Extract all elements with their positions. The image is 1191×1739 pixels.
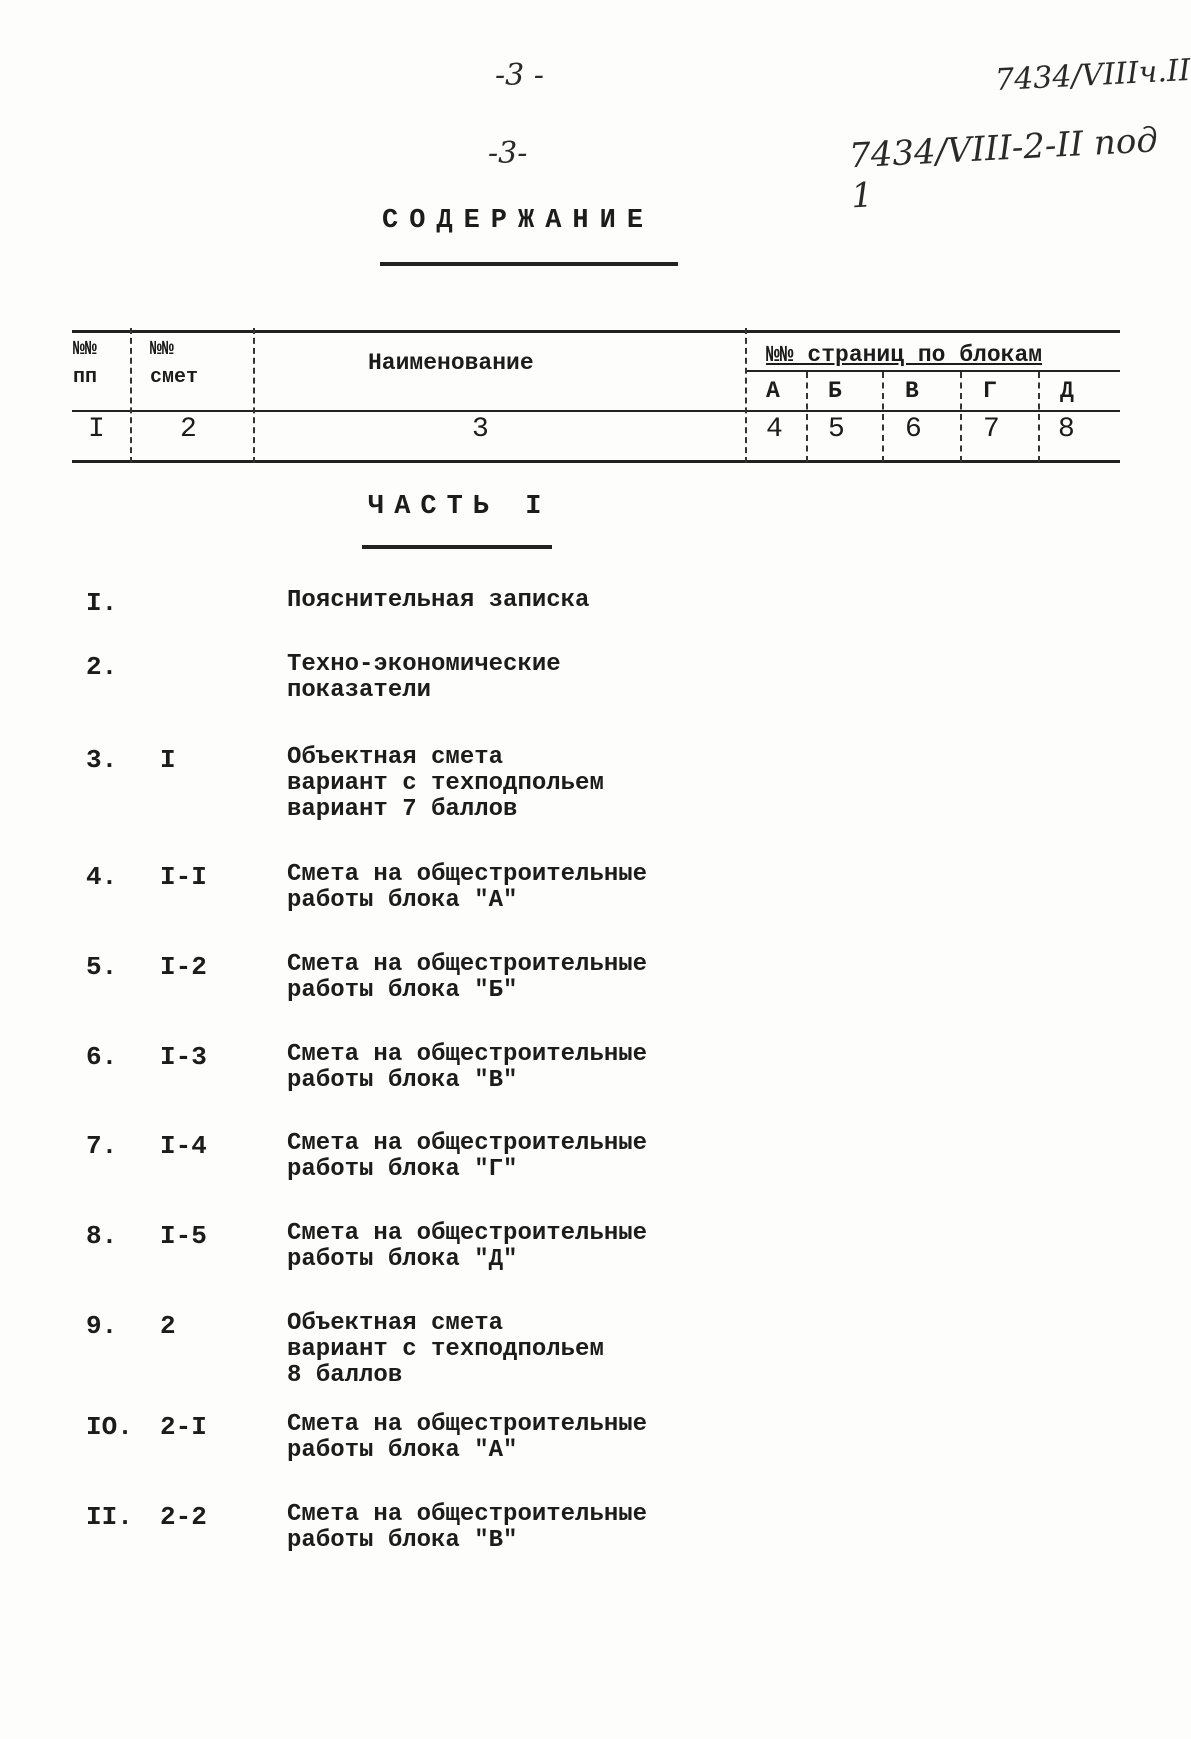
entry-estimate-number: I-2 xyxy=(160,952,207,982)
entry-title: Объектная смета вариант с техподпольем 8 баллов xyxy=(287,1310,604,1389)
block-header-b: Б xyxy=(828,378,842,404)
col-number: 7 xyxy=(983,414,1000,445)
entry-title: Смета на общестроительные работы блока "Г" xyxy=(287,1130,648,1183)
blocks-subheader-rule xyxy=(745,370,1120,372)
entry-number: 8. xyxy=(86,1221,118,1251)
entry-number: 5. xyxy=(86,952,118,982)
entry-estimate-number: 2 xyxy=(160,1311,176,1341)
entry-number: II. xyxy=(86,1502,133,1532)
col-number: 3 xyxy=(472,414,489,445)
col-header-pages: №№ страниц по блокам xyxy=(766,342,1043,368)
entry-title: Смета на общестроительные работы блока "В" xyxy=(287,1501,648,1554)
block-header-g: Г xyxy=(983,378,997,404)
col-number: 4 xyxy=(766,414,783,445)
block-header-a: А xyxy=(766,378,780,404)
entry-estimate-number: I xyxy=(160,745,176,775)
col-divider xyxy=(806,372,808,462)
page-number-top: -3 - xyxy=(495,58,544,93)
col-header-pp: №№ пп xyxy=(73,338,98,389)
entry-estimate-number: 2-2 xyxy=(160,1502,207,1532)
entry-estimate-number: I-3 xyxy=(160,1042,207,1072)
entry-number: 2. xyxy=(86,652,118,682)
col-divider xyxy=(745,328,747,463)
col-header-name: Наименование xyxy=(368,350,534,376)
entry-number: IO. xyxy=(86,1412,133,1442)
col-number: 8 xyxy=(1058,414,1075,445)
table-top-rule xyxy=(72,330,1120,333)
entry-estimate-number: I-5 xyxy=(160,1221,207,1251)
entry-title: Пояснительная записка xyxy=(287,587,590,614)
entry-title: Смета на общестроительные работы блока "А" xyxy=(287,1411,648,1464)
entry-number: 7. xyxy=(86,1131,118,1161)
col-number: 5 xyxy=(828,414,845,445)
entry-number: 6. xyxy=(86,1042,118,1072)
entry-number: 4. xyxy=(86,862,118,892)
col-divider xyxy=(1038,372,1040,462)
entry-title: Техно-экономические показатели xyxy=(287,651,561,704)
part-underline xyxy=(362,545,552,549)
col-divider xyxy=(253,328,255,463)
col-number: I xyxy=(88,414,105,445)
col-divider xyxy=(960,372,962,462)
col-divider xyxy=(130,328,132,463)
page-number: -3- xyxy=(488,136,528,171)
entry-number: I. xyxy=(86,588,118,618)
entry-title: Смета на общестроительные работы блока "А" xyxy=(287,861,648,914)
title-underline xyxy=(380,262,678,266)
entry-title: Смета на общестроительные работы блока "Д" xyxy=(287,1220,648,1273)
col-number: 2 xyxy=(180,414,197,445)
entry-number: 3. xyxy=(86,745,118,775)
col-number: 6 xyxy=(905,414,922,445)
entry-title: Смета на общестроительные работы блока "Б" xyxy=(287,951,648,1004)
entry-number: 9. xyxy=(86,1311,118,1341)
entry-estimate-number: 2-I xyxy=(160,1412,207,1442)
col-header-smet: №№ смет xyxy=(150,338,199,389)
entry-title: Смета на общестроительные работы блока "В" xyxy=(287,1041,648,1094)
entry-title: Объектная смета вариант с техподпольем вариант 7 баллов xyxy=(287,744,604,823)
table-bottom-rule xyxy=(72,460,1120,463)
archive-reference: 7434/VIIIч.II xyxy=(994,52,1191,99)
archive-reference-secondary: 7434/VIII-2-II под 1 xyxy=(848,120,1159,217)
header-numbers-rule xyxy=(72,410,1120,412)
document-title: СОДЕРЖАНИЕ xyxy=(382,206,655,236)
part-heading: ЧАСТЬ I xyxy=(368,492,552,522)
entry-estimate-number: I-4 xyxy=(160,1131,207,1161)
block-header-v: В xyxy=(905,378,919,404)
col-divider xyxy=(882,372,884,462)
entry-estimate-number: I-I xyxy=(160,862,207,892)
block-header-d: Д xyxy=(1060,378,1074,404)
